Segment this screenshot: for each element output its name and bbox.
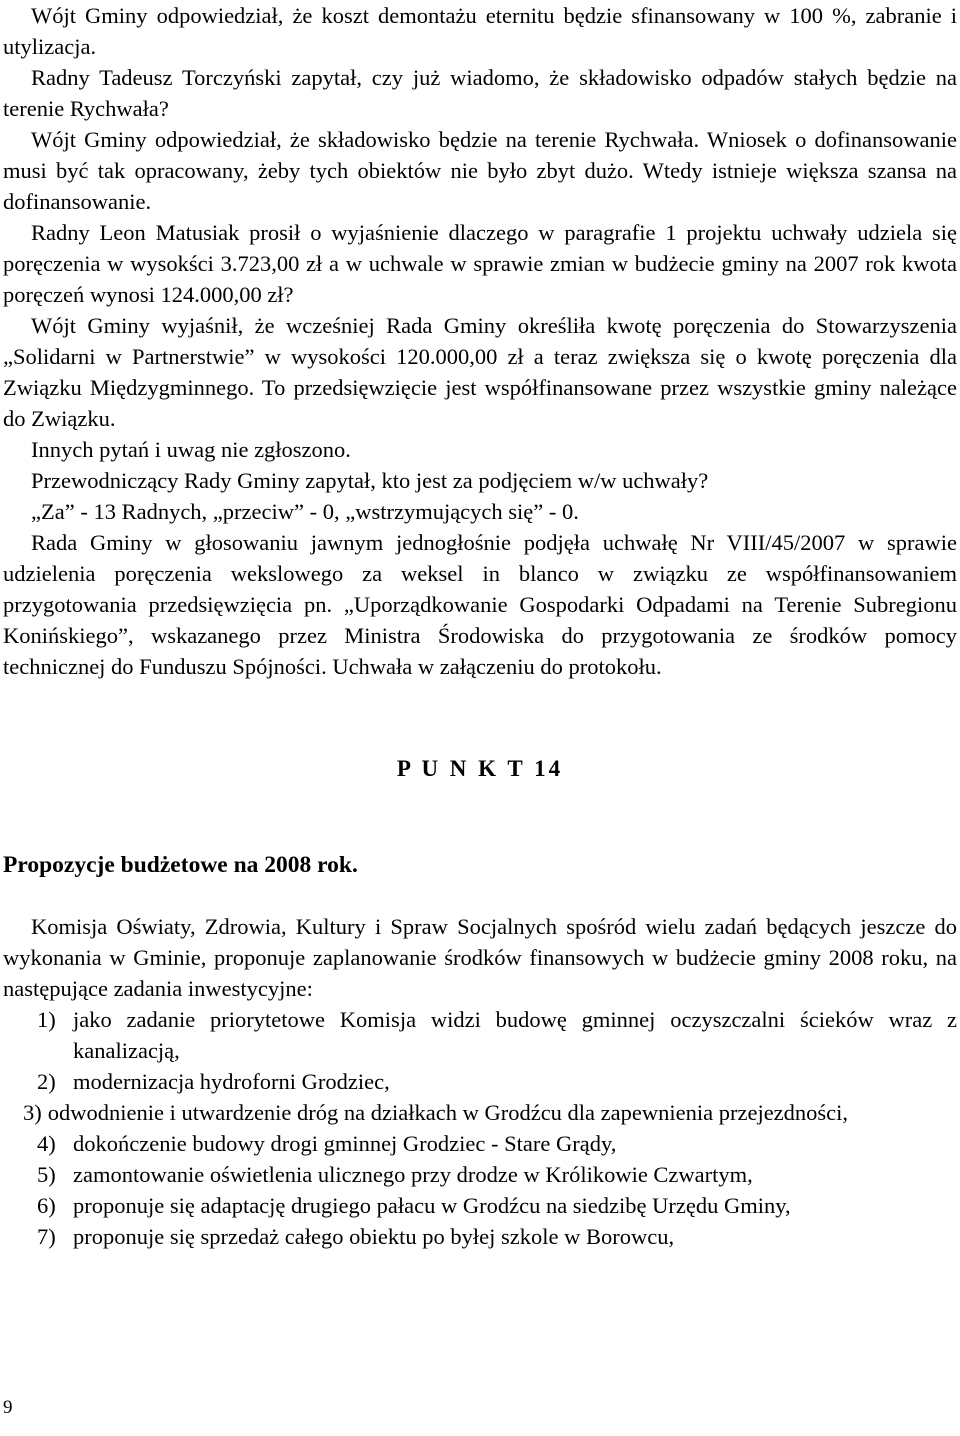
list-item: [3, 1190, 957, 1221]
paragraph: Wójt Gminy odpowiedział, że koszt demontażu eternitu będzie sfinansowany w 100 %, zabranie i utylizacja.: [3, 3, 957, 59]
punkt-heading: P U N K T 14: [396, 756, 564, 781]
list-item-number: 2): [37, 1069, 56, 1094]
paragraph: Wójt Gminy odpowiedział, że składowisko będzie na terenie Rychwała. Wniosek o dofinansowanie musi być tak opracowany, żeby tych obiektów nie było zbyt dużo. Wtedy istnieje większa szansa na dofinansowanie.: [3, 127, 957, 214]
intro-paragraph: Komisja Oświaty, Zdrowia, Kultury i Spraw Socjalnych spośród wielu zadań będących jeszcze do wykonania w Gminie, proponuje zaplanowanie środków finansowych w budżecie gminy 2008 roku, na następujące zadania inwestycyjne:: [3, 914, 957, 1001]
paragraph: Radny Leon Matusiak prosił o wyjaśnienie dlaczego w paragrafie 1 projektu uchwały udziela się poręczenia w wysokści 3.723,00 zł a w uchwale w sprawie zmian w budżecie gminy na 2007 rok kwota poręczeń wynosi 124.000,00 zł?: [3, 220, 957, 307]
list-item: [3, 1066, 957, 1097]
list-item-number: 5): [37, 1162, 56, 1187]
list-item-text: proponuje się adaptację drugiego pałacu w Grodźcu na siedzibę Urzędu Gminy,: [73, 1193, 791, 1218]
list-item-number: 1): [37, 1007, 56, 1032]
list-item-text: jako zadanie priorytetowe Komisja widzi budowę gminnej oczyszczalni ścieków wraz z kanalizacją,: [73, 1007, 957, 1063]
list-item-number: 3): [23, 1100, 42, 1125]
paragraph: Radny Tadeusz Torczyński zapytał, czy już wiadomo, że składowisko odpadów stałych będzie na terenie Rychwała?: [3, 65, 957, 121]
list-item-text: proponuje się sprzedaż całego obiektu po byłej szkole w Borowcu,: [73, 1224, 675, 1249]
list-item-number: 6): [37, 1193, 56, 1218]
list-item-text: dokończenie budowy drogi gminnej Grodziec - Stare Grądy,: [73, 1131, 617, 1156]
list-item: [3, 1004, 957, 1066]
list-item: [3, 1097, 957, 1128]
paragraph: Wójt Gminy wyjaśnił, że wcześniej Rada Gminy określiła kwotę poręczenia do Stowarzyszenia „Solidarni w Partnerstwie” w wysokości 120.000,00 zł a teraz zwiększa się o kwotę poręczenia dla Związku Międzygminnego. To przedsięwzięcie jest współfinansowane przez wszystkie gminy należące do Związku.: [3, 313, 957, 431]
paragraph: Przewodniczący Rady Gminy zapytał, kto jest za podjęciem w/w uchwały?: [31, 468, 709, 493]
page-number: 9: [3, 1397, 13, 1418]
list-item-text: odwodnienie i utwardzenie dróg na działkach w Grodźcu dla zapewnienia przejezdności,: [47, 1100, 849, 1125]
list-item-number: 4): [37, 1131, 56, 1156]
section-title: Propozycje budżetowe na 2008 rok.: [3, 852, 358, 878]
list-item-text: zamontowanie oświetlenia ulicznego przy drodze w Królikowie Czwartym,: [73, 1162, 753, 1187]
list-item-number: 7): [37, 1224, 56, 1249]
vote-result: „Za” - 13 Radnych, „przeciw” - 0, „wstrzymujących się” - 0.: [31, 499, 579, 524]
list-item: [3, 1128, 957, 1159]
resolution-paragraph: Rada Gminy w głosowaniu jawnym jednogłośnie podjęła uchwałę Nr VIII/45/2007 w sprawie udzielenia poręczenia wekslowego za weksel in blanco w związku ze współfinansowaniem przygotowania przedsięwzięcia pn. „Uporządkowanie Gospodarki Odpadami na Terenie Subregionu Konińskiego”, wskazanego przez Ministra Środowiska do przygotowania ze środków pomocy technicznej do Funduszu Spójności. Uchwała w załączeniu do protokołu.: [3, 530, 957, 679]
tasks-list: [3, 1004, 957, 1252]
paragraph: Innych pytań i uwag nie zgłoszono.: [31, 437, 351, 462]
list-item: [3, 1221, 957, 1252]
list-item: [3, 1159, 957, 1190]
list-item-text: modernizacja hydroforni Grodziec,: [73, 1069, 390, 1094]
document-page: [3, 0, 957, 1252]
